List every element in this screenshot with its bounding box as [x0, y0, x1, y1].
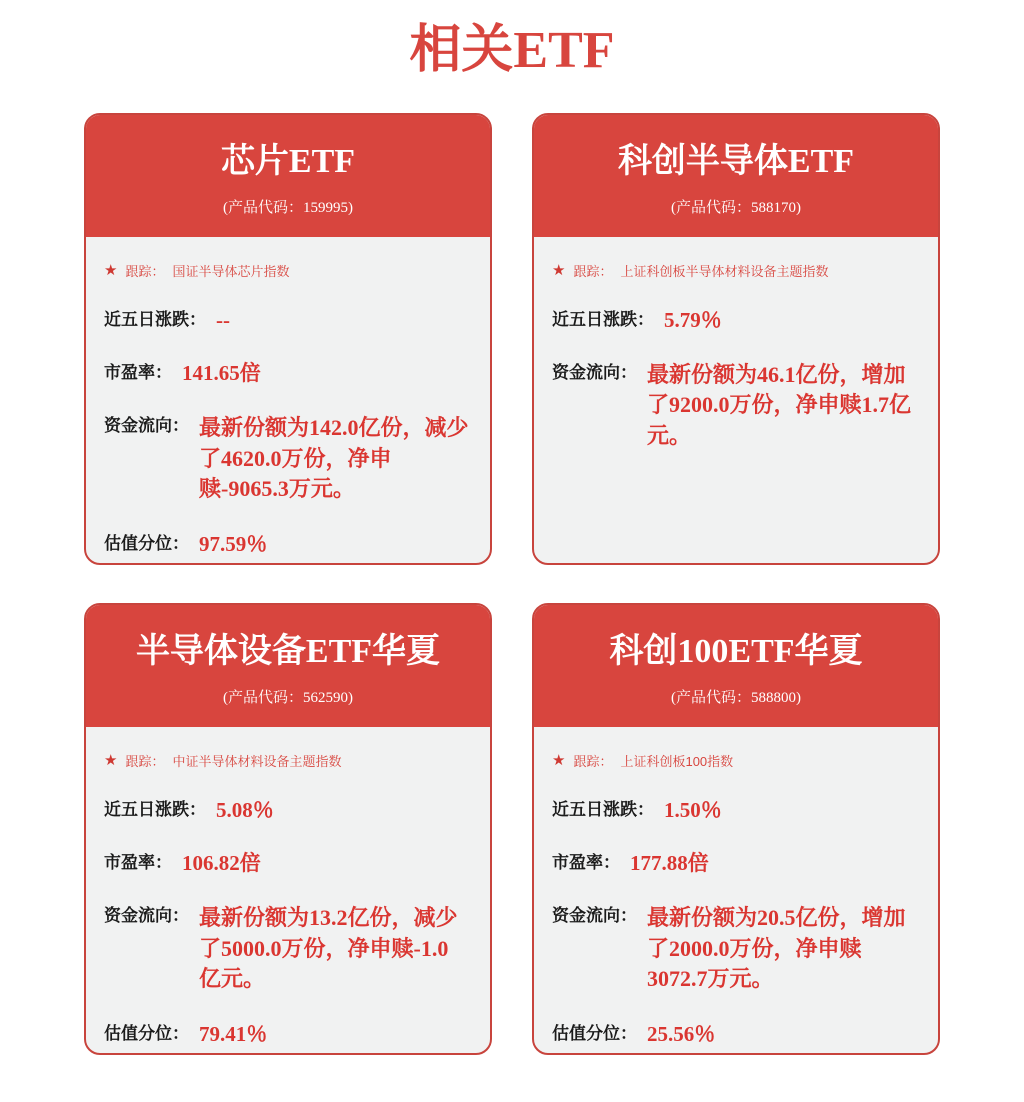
page-title: 相关ETF	[409, 22, 615, 79]
etf-card-header	[86, 115, 490, 237]
change-5d-label: 近五日涨跌：	[104, 309, 206, 329]
valuation-row	[104, 1021, 470, 1047]
etf-product-code: (产品代码：159995)	[223, 199, 353, 216]
etf-card-header	[534, 115, 938, 237]
change-5d-value: --	[216, 307, 230, 332]
star-icon: ★	[104, 751, 118, 769]
change-5d-label: 近五日涨跌：	[104, 799, 206, 819]
flow-row	[104, 413, 470, 504]
change-5d-label: 近五日涨跌：	[552, 309, 654, 329]
pe-label: 市盈率：	[104, 363, 172, 383]
track-label: 跟踪：	[125, 753, 165, 769]
track-label: 跟踪：	[573, 263, 613, 279]
track-index: 中证半导体材料设备主题指数	[172, 753, 342, 769]
track-row	[104, 751, 470, 770]
change-5d-row	[552, 797, 918, 823]
etf-name: 半导体设备ETF华夏	[135, 633, 441, 671]
track-label: 跟踪：	[573, 753, 613, 769]
etf-name: 科创半导体ETF	[617, 143, 855, 181]
pe-label: 市盈率：	[104, 853, 172, 873]
track-index: 上证科创板100指数	[620, 753, 734, 769]
star-icon: ★	[552, 751, 566, 769]
etf-card-star-semiconductor	[532, 113, 940, 565]
etf-product-code: (产品代码：588800)	[671, 689, 801, 706]
valuation-label: 估值分位：	[104, 534, 189, 554]
flow-label: 资金流向：	[104, 416, 189, 436]
flow-value: 最新份额为46.1亿份，增加了9200.0万份，净申赎1.7亿元。	[647, 362, 912, 448]
flow-label: 资金流向：	[104, 906, 189, 926]
flow-label: 资金流向：	[552, 906, 637, 926]
flow-row	[552, 903, 918, 994]
etf-name: 芯片ETF	[220, 143, 356, 181]
etf-card-body	[86, 727, 490, 1056]
valuation-label: 估值分位：	[552, 1024, 637, 1044]
pe-value: 106.82倍	[182, 851, 261, 876]
flow-value: 最新份额为20.5亿份，增加了2000.0万份，净申赎3072.7万元。	[647, 905, 906, 992]
pe-row	[104, 850, 470, 876]
flow-row	[552, 360, 918, 451]
valuation-row	[552, 1021, 918, 1047]
etf-card-body	[534, 727, 938, 1056]
track-row	[552, 751, 918, 770]
flow-value: 最新份额为142.0亿份，减少了4620.0万份，净申赎-9065.3万元。	[199, 415, 469, 502]
valuation-value: 79.41％	[199, 1022, 268, 1047]
change-5d-row	[552, 307, 918, 333]
flow-label: 资金流向：	[552, 363, 637, 383]
etf-card-star100	[532, 603, 940, 1055]
track-row	[552, 261, 918, 280]
change-5d-row	[104, 307, 470, 333]
flow-value: 最新份额为13.2亿份，减少了5000.0万份，净申赎-1.0亿元。	[199, 905, 458, 992]
etf-card-header	[534, 605, 938, 727]
valuation-label: 估值分位：	[104, 1024, 189, 1044]
etf-card-chip	[84, 113, 492, 565]
etf-name: 科创100ETF华夏	[609, 633, 863, 671]
star-icon: ★	[104, 261, 118, 279]
pe-value: 141.65倍	[182, 361, 261, 386]
change-5d-value: 5.08％	[216, 797, 274, 822]
valuation-value: 25.56％	[647, 1022, 716, 1047]
pe-label: 市盈率：	[552, 853, 620, 873]
etf-card-body	[86, 237, 490, 566]
change-5d-value: 1.50％	[664, 797, 722, 822]
valuation-value: 97.59％	[199, 532, 268, 557]
change-5d-row	[104, 797, 470, 823]
pe-value: 177.88倍	[630, 851, 709, 876]
track-row	[104, 261, 470, 280]
track-index: 国证半导体芯片指数	[172, 263, 290, 279]
etf-card-body	[534, 237, 938, 564]
track-index: 上证科创板半导体材料设备主题指数	[620, 263, 829, 279]
star-icon: ★	[552, 261, 566, 279]
etf-card-header	[86, 605, 490, 727]
valuation-row	[104, 531, 470, 557]
etf-product-code: (产品代码：588170)	[671, 199, 801, 216]
change-5d-value: 5.79％	[664, 307, 722, 332]
pe-row	[552, 850, 918, 876]
etf-card-semiconductor-equipment	[84, 603, 492, 1055]
track-label: 跟踪：	[125, 263, 165, 279]
flow-row	[104, 903, 470, 994]
change-5d-label: 近五日涨跌：	[552, 799, 654, 819]
etf-product-code: (产品代码：562590)	[223, 689, 353, 706]
pe-row	[104, 360, 470, 386]
etf-cards-grid	[0, 113, 1024, 1055]
